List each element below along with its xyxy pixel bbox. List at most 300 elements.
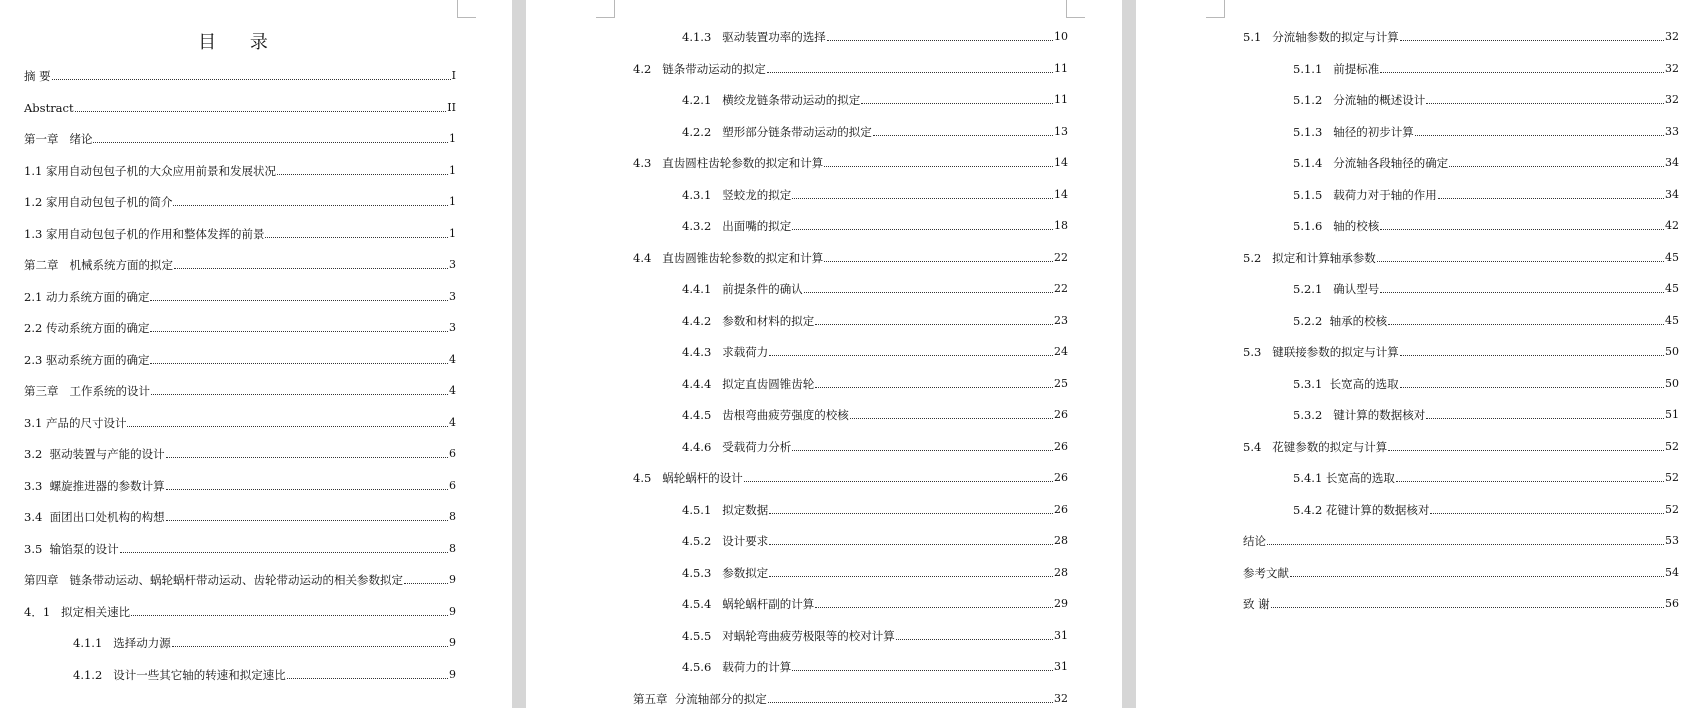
toc-dot-leader [824, 261, 1053, 262]
toc-page-number: 32 [1665, 30, 1679, 43]
toc-entry-number: 第四章 [24, 573, 70, 587]
toc-page-number: 10 [1054, 30, 1068, 43]
toc-entry-number: 5.3 [1243, 345, 1273, 359]
toc-entry[interactable] [682, 502, 1068, 518]
toc-entry-number: 5.4.1 [1293, 471, 1326, 485]
toc-dot-leader [815, 387, 1053, 388]
toc-entry-number: 4.1.1 [73, 636, 114, 650]
toc-page-number: 45 [1665, 313, 1679, 327]
toc-entry-title: 受载荷力分析 [722, 439, 792, 454]
toc-entry-title: 键联接参数的拟定与计算 [1272, 345, 1399, 359]
page-corner-mark [457, 0, 476, 18]
toc-entry[interactable] [1243, 565, 1679, 581]
toc-entry[interactable] [24, 289, 456, 305]
toc-page-number: 32 [1665, 61, 1679, 75]
toc-entry-title: 传动系统方面的确定 [45, 321, 150, 335]
toc-entry-number: 5.2.2 [1293, 313, 1330, 328]
toc-entry[interactable] [24, 100, 456, 116]
toc-entry[interactable] [24, 194, 456, 210]
toc-entry[interactable] [1293, 376, 1679, 392]
toc-entry-title: 分流轴各段轴径的确定 [1333, 156, 1449, 170]
toc-entry[interactable] [682, 344, 1068, 360]
toc-page-number: 50 [1665, 345, 1679, 358]
toc-dot-leader [1271, 607, 1664, 608]
toc-page-number: 4 [449, 352, 456, 366]
toc-entry-title: 分流轴参数的拟定与计算 [1272, 30, 1399, 44]
toc-entry-title: 蜗轮蜗杆的设计 [662, 471, 743, 485]
toc-entry-title: 动力系统方面的确定 [45, 289, 150, 304]
toc-entry-title: 驱动装置与产能的设计 [49, 447, 165, 461]
toc-dot-leader [804, 292, 1053, 293]
toc-entry-number: 4.3.1 [682, 187, 723, 202]
toc-entry-title: 结论 [1243, 534, 1266, 548]
toc-entry-number: 4.4 [633, 250, 663, 265]
toc-dot-leader [120, 552, 448, 553]
toc-dot-leader [792, 198, 1053, 199]
toc-entry[interactable] [1293, 155, 1679, 171]
toc-page-number: 23 [1054, 313, 1068, 327]
toc-entry[interactable] [24, 541, 456, 557]
toc-entry-number: 4.5.6 [682, 660, 723, 674]
toc-entry[interactable] [682, 218, 1068, 234]
toc-page-number: 31 [1054, 660, 1068, 673]
toc-entry-title: 轴径的初步计算 [1333, 124, 1414, 139]
toc-entry-title: 产品的尺寸设计 [45, 415, 127, 430]
toc-entry[interactable] [1293, 407, 1679, 423]
toc-entry-title: 键计算的数据核对 [1333, 408, 1426, 422]
toc-entry[interactable] [682, 376, 1068, 392]
toc-entry-title: 前提条件的确认 [722, 282, 803, 296]
toc-entry[interactable] [682, 596, 1068, 612]
toc-dot-leader [1396, 481, 1664, 482]
toc-entry[interactable] [24, 163, 456, 179]
toc-entry-title: 拟定直齿圆锥齿轮 [722, 376, 815, 391]
toc-dot-leader [1388, 324, 1664, 325]
toc-page-number: 33 [1665, 124, 1679, 138]
toc-page-number: I [451, 69, 456, 82]
toc-page-number: 1 [449, 132, 456, 145]
toc-page-number: 8 [449, 541, 456, 555]
toc-entry-number: 5.1.1 [1293, 61, 1334, 76]
toc-page-number: 32 [1054, 691, 1068, 705]
toc-entry[interactable] [24, 604, 456, 620]
toc-page-1 [0, 0, 512, 708]
toc-page-number: 29 [1054, 597, 1068, 610]
toc-entry-title: 载荷力对于轴的作用 [1333, 187, 1437, 202]
toc-entry[interactable] [24, 383, 456, 399]
toc-dot-leader [52, 79, 451, 80]
toc-entry-number: 4.1.3 [682, 30, 723, 44]
toc-dot-leader [1426, 418, 1664, 419]
toc-entry[interactable] [1293, 281, 1679, 297]
toc-dot-leader [1449, 166, 1664, 167]
toc-entry-title: 螺旋推进器的参数计算 [49, 478, 165, 493]
toc-dot-leader [166, 520, 448, 521]
toc-entry[interactable] [682, 92, 1068, 108]
toc-entry-number: 5.2.1 [1293, 282, 1334, 296]
toc-page-number: 52 [1665, 439, 1679, 453]
toc-entry[interactable] [24, 446, 456, 462]
toc-entry[interactable] [633, 155, 1068, 171]
toc-entry-title: 家用自动包包子机的大众应用前景和发展状况 [45, 163, 276, 178]
toc-dot-leader [166, 457, 448, 458]
toc-entry-title: 参数和材料的拟定 [722, 313, 815, 328]
toc-entry-number: 5.1.2 [1293, 93, 1334, 107]
toc-dot-leader [792, 450, 1053, 451]
toc-entry-number: 1.3 [24, 226, 46, 241]
toc-entry-title: 设计一些其它轴的转速和拟定速比 [113, 667, 286, 682]
page-corner-mark [596, 0, 615, 18]
toc-dot-leader [1426, 103, 1664, 104]
toc-entry-number: 3.3 [24, 478, 50, 493]
toc-entry-title: 载荷力的计算 [722, 660, 792, 674]
toc-entry[interactable] [73, 667, 456, 683]
toc-entry-title: Abstract [24, 100, 74, 115]
toc-dot-leader [824, 166, 1053, 167]
toc-entry-number: 4.5 [633, 471, 663, 485]
toc-entry-number: 4.4.4 [682, 376, 723, 391]
toc-page-number: 52 [1665, 471, 1679, 484]
toc-entry-title: 花键参数的拟定与计算 [1272, 439, 1388, 454]
toc-entry-number: 第一章 [24, 132, 70, 146]
toc-dot-leader [769, 513, 1053, 514]
toc-entry[interactable] [1243, 533, 1679, 549]
toc-entry-number: 5.3.1 [1293, 376, 1330, 391]
toc-entry-number: 4.4.3 [682, 345, 723, 359]
toc-entry-title: 参数拟定 [722, 565, 769, 580]
toc-page-number: 26 [1054, 502, 1068, 516]
toc-entry-number: 5.4 [1243, 439, 1273, 454]
toc-entry-title: 驱动装置功率的选择 [722, 30, 826, 44]
toc-page-number: 22 [1054, 250, 1068, 264]
toc-entry-title: 拟定数据 [722, 502, 769, 517]
toc-entry-number: 5.3.2 [1293, 408, 1334, 422]
toc-dot-leader [172, 646, 448, 647]
toc-page-number: 45 [1665, 250, 1679, 264]
toc-entry-title: 蜗轮蜗杆副的计算 [722, 597, 815, 611]
toc-page-number: 22 [1054, 282, 1068, 295]
toc-entry-number: 5.1 [1243, 30, 1273, 44]
toc-title: 目 录 [198, 32, 282, 53]
toc-entry[interactable] [1293, 313, 1679, 329]
toc-page-number: 3 [449, 258, 456, 271]
toc-dot-leader [767, 72, 1053, 73]
toc-entry-title: 面团出口处机构的构想 [49, 510, 165, 524]
toc-entry-title: 直齿圆锥齿轮参数的拟定和计算 [662, 250, 824, 265]
toc-entry[interactable] [633, 470, 1068, 486]
toc-page-number: 1 [449, 163, 456, 177]
toc-page-number: 9 [449, 604, 456, 618]
toc-dot-leader [873, 135, 1053, 136]
toc-entry-title: 设计要求 [722, 534, 769, 548]
toc-entry-number: 5.1.3 [1293, 124, 1334, 139]
toc-page-number: 28 [1054, 534, 1068, 547]
toc-dot-leader [277, 174, 448, 175]
toc-entry[interactable] [1243, 596, 1679, 612]
toc-dot-leader [769, 576, 1053, 577]
toc-entry[interactable] [682, 29, 1068, 45]
toc-entry-number: 2.3 [24, 352, 46, 367]
toc-entry-title: 致 谢 [1243, 597, 1270, 611]
toc-page-number: 45 [1665, 282, 1679, 295]
toc-dot-leader [150, 363, 448, 364]
toc-entry[interactable] [682, 628, 1068, 644]
toc-entry-title: 家用自动包包子机的简介 [45, 195, 173, 209]
toc-entry-number: 5.4.2 [1293, 502, 1326, 517]
toc-entry[interactable] [682, 187, 1068, 203]
toc-entry-number: 5.1.5 [1293, 187, 1334, 202]
toc-entry[interactable] [73, 635, 456, 651]
toc-page-3 [1136, 0, 1689, 708]
toc-dot-leader [792, 670, 1053, 671]
toc-entry[interactable] [682, 533, 1068, 549]
toc-entry-title: 链条带动运动、蜗轮蜗杆带动运动、齿轮带动运动的相关参数拟定 [69, 573, 403, 587]
toc-entry-number: 4.4.1 [682, 282, 723, 296]
toc-entry[interactable] [682, 313, 1068, 329]
toc-entry[interactable] [1293, 218, 1679, 234]
toc-entry-title: 机械系统方面的拟定 [69, 258, 173, 272]
toc-page-number: 6 [449, 447, 456, 460]
toc-page-2 [526, 0, 1122, 708]
toc-page-number: 52 [1665, 502, 1679, 516]
toc-page-number: II [447, 100, 456, 114]
toc-entry-number: 5.2 [1243, 250, 1273, 265]
toc-entry-number: 4.5.3 [682, 565, 723, 580]
toc-page-number: 9 [449, 573, 456, 586]
toc-entry-number: 1.1 [24, 163, 46, 178]
toc-dot-leader [1400, 355, 1664, 356]
toc-page-number: 34 [1665, 187, 1679, 201]
toc-entry-number: 2.2 [24, 321, 46, 335]
toc-page-number: 1 [449, 226, 456, 240]
toc-entry[interactable] [24, 68, 456, 84]
toc-page-number: 26 [1054, 439, 1068, 453]
toc-page-number: 14 [1054, 156, 1068, 169]
toc-entry-number: 4.2.1 [682, 93, 723, 107]
toc-dot-leader [896, 639, 1053, 640]
toc-dot-leader [744, 481, 1053, 482]
toc-page-number: 42 [1665, 219, 1679, 232]
toc-entry[interactable] [1243, 344, 1679, 360]
toc-dot-leader [768, 702, 1053, 703]
toc-entry[interactable] [1293, 502, 1679, 518]
toc-entry-title: 求载荷力 [722, 345, 769, 359]
toc-entry[interactable] [24, 415, 456, 431]
toc-dot-leader [1400, 40, 1664, 41]
toc-entry-title: 出面嘴的拟定 [722, 219, 792, 233]
toc-page-number: 56 [1665, 597, 1679, 610]
toc-dot-leader [75, 111, 447, 112]
toc-entry-title: 塑形部分链条带动运动的拟定 [722, 124, 872, 139]
toc-dot-leader [174, 268, 448, 269]
toc-entry-number: 5.1.4 [1293, 156, 1334, 170]
toc-entry-title: 对蜗轮弯曲疲劳极限等的校对计算 [722, 628, 895, 643]
toc-page-number: 51 [1665, 408, 1679, 421]
toc-page-number: 11 [1054, 93, 1068, 106]
toc-entry-title: 轴承的校核 [1329, 313, 1388, 328]
toc-page-number: 9 [449, 636, 456, 649]
toc-dot-leader [1380, 229, 1664, 230]
toc-dot-leader [1430, 513, 1664, 514]
toc-dot-leader [151, 394, 448, 395]
toc-dot-leader [265, 237, 448, 238]
toc-entry[interactable] [682, 124, 1068, 140]
toc-dot-leader [404, 583, 448, 584]
toc-page-number: 1 [449, 195, 456, 208]
toc-entry-number: 4.5.1 [682, 502, 723, 517]
toc-page-number: 54 [1665, 565, 1679, 579]
toc-page-number: 28 [1054, 565, 1068, 579]
toc-page-number: 32 [1665, 93, 1679, 106]
toc-entry[interactable] [24, 320, 456, 336]
toc-entry-title: 齿根弯曲疲劳强度的校核 [722, 408, 849, 422]
toc-dot-leader [1388, 450, 1664, 451]
toc-entry-number: 4.5.5 [682, 628, 723, 643]
toc-entry[interactable] [633, 250, 1068, 266]
toc-entry-title: 直齿圆柱齿轮参数的拟定和计算 [662, 156, 824, 170]
toc-entry-number: 4.4.5 [682, 408, 723, 422]
toc-entry-number: 4.3.2 [682, 219, 723, 233]
toc-entry-title: 拟定和计算轴承参数 [1272, 250, 1376, 265]
toc-entry-title: 竖蛟龙的拟定 [722, 187, 792, 202]
toc-dot-leader [93, 142, 448, 143]
toc-dot-leader [131, 615, 448, 616]
toc-entry-number: 4.4.6 [682, 439, 723, 454]
toc-dot-leader [769, 355, 1053, 356]
toc-entry-number: 第二章 [24, 258, 70, 272]
toc-page-number: 11 [1054, 61, 1068, 75]
toc-page-number: 4 [449, 415, 456, 429]
toc-entry-title: 拟定相关速比 [61, 604, 131, 619]
toc-page-number: 26 [1054, 408, 1068, 421]
toc-entry[interactable] [1293, 187, 1679, 203]
toc-entry-title: 参考文献 [1243, 565, 1289, 580]
toc-entry-title: 绪论 [69, 132, 93, 146]
toc-entry[interactable] [682, 281, 1068, 297]
toc-dot-leader [287, 678, 448, 679]
toc-entry[interactable] [1243, 439, 1679, 455]
toc-entry-title: 链条带动运动的拟定 [662, 61, 766, 76]
toc-dot-leader [792, 229, 1053, 230]
toc-dot-leader [769, 544, 1053, 545]
toc-page-number: 14 [1054, 187, 1068, 201]
toc-dot-leader [1438, 198, 1664, 199]
toc-entry-title: 前提标准 [1333, 61, 1380, 76]
toc-entry-number: 4．1 [24, 604, 62, 619]
toc-dot-leader [850, 418, 1053, 419]
toc-entry[interactable] [1243, 250, 1679, 266]
toc-entry-number: 第五章 [633, 691, 675, 706]
toc-page-number: 50 [1665, 376, 1679, 390]
toc-dot-leader [861, 103, 1053, 104]
toc-entry-number: 3.4 [24, 510, 50, 524]
page-corner-mark [1066, 0, 1085, 18]
toc-entry-title: 分流轴的概述设计 [1333, 93, 1426, 107]
toc-page-number: 4 [449, 384, 456, 397]
toc-dot-leader [173, 205, 448, 206]
toc-entry-title: 长宽高的选取 [1325, 471, 1395, 485]
toc-entry-number: 4.2 [633, 61, 663, 76]
page-corner-mark [1206, 0, 1225, 18]
toc-page-number: 26 [1054, 471, 1068, 484]
toc-entry[interactable] [682, 439, 1068, 455]
toc-entry[interactable] [633, 61, 1068, 77]
toc-entry[interactable] [1243, 29, 1679, 45]
toc-entry-number: 4.2.2 [682, 124, 723, 139]
toc-dot-leader [150, 331, 448, 332]
toc-entry-title: 花键计算的数据核对 [1325, 502, 1430, 517]
toc-entry-title: 输馅泵的设计 [49, 541, 119, 556]
toc-page-number: 53 [1665, 534, 1679, 547]
toc-dot-leader [1290, 576, 1664, 577]
toc-entry-number: 1.2 [24, 195, 46, 209]
toc-entry[interactable] [1293, 124, 1679, 140]
toc-entry-number: 5.1.6 [1293, 219, 1334, 233]
toc-dot-leader [1380, 292, 1664, 293]
toc-entry-number: 4.5.2 [682, 534, 723, 548]
toc-dot-leader [150, 300, 448, 301]
toc-entry-number: 4.4.2 [682, 313, 723, 328]
toc-page-number: 3 [449, 321, 456, 334]
toc-entry[interactable] [1293, 470, 1679, 486]
toc-entry[interactable] [682, 565, 1068, 581]
toc-entry[interactable] [24, 226, 456, 242]
toc-page-number: 9 [449, 667, 456, 681]
toc-entry[interactable] [682, 407, 1068, 423]
toc-dot-leader [815, 324, 1053, 325]
toc-dot-leader [815, 607, 1053, 608]
toc-entry-title: 摘 要 [24, 69, 51, 83]
toc-entry-title: 横绞龙链条带动运动的拟定 [722, 93, 861, 107]
toc-entry-number: 4.1.2 [73, 667, 114, 682]
toc-page-number: 34 [1665, 156, 1679, 169]
toc-entry-title: 选择动力源 [113, 636, 171, 650]
toc-dot-leader [1400, 387, 1664, 388]
toc-page-number: 25 [1054, 376, 1068, 390]
toc-entry-number: 4.3 [633, 156, 663, 170]
toc-page-number: 6 [449, 478, 456, 492]
toc-entry[interactable] [1293, 92, 1679, 108]
toc-entry-title: 轴的校核 [1333, 219, 1380, 233]
toc-page-number: 18 [1054, 219, 1068, 232]
toc-page-number: 13 [1054, 124, 1068, 138]
toc-entry[interactable] [24, 478, 456, 494]
toc-entry-number: 3.2 [24, 447, 50, 461]
toc-dot-leader [166, 489, 448, 490]
toc-entry-number: 2.1 [24, 289, 46, 304]
toc-entry-number: 3.1 [24, 415, 46, 430]
toc-entry[interactable] [682, 659, 1068, 675]
toc-entry-title: 长宽高的选取 [1329, 376, 1399, 391]
toc-entry[interactable] [24, 352, 456, 368]
toc-entry[interactable] [24, 572, 456, 588]
toc-dot-leader [127, 426, 448, 427]
toc-entry-number: 第三章 [24, 384, 70, 398]
toc-entry-title: 驱动系统方面的确定 [45, 352, 150, 367]
toc-page-number: 8 [449, 510, 456, 523]
toc-entry[interactable] [1293, 61, 1679, 77]
toc-entry[interactable] [24, 131, 456, 147]
toc-entry[interactable] [24, 257, 456, 273]
toc-entry[interactable] [633, 691, 1068, 707]
toc-dot-leader [1377, 261, 1664, 262]
toc-page-number: 3 [449, 289, 456, 303]
toc-page-number: 24 [1054, 345, 1068, 358]
toc-dot-leader [1415, 135, 1664, 136]
toc-entry[interactable] [24, 509, 456, 525]
toc-dot-leader [827, 40, 1053, 41]
toc-entry-title: 家用自动包包子机的作用和整体发挥的前景 [45, 226, 265, 241]
